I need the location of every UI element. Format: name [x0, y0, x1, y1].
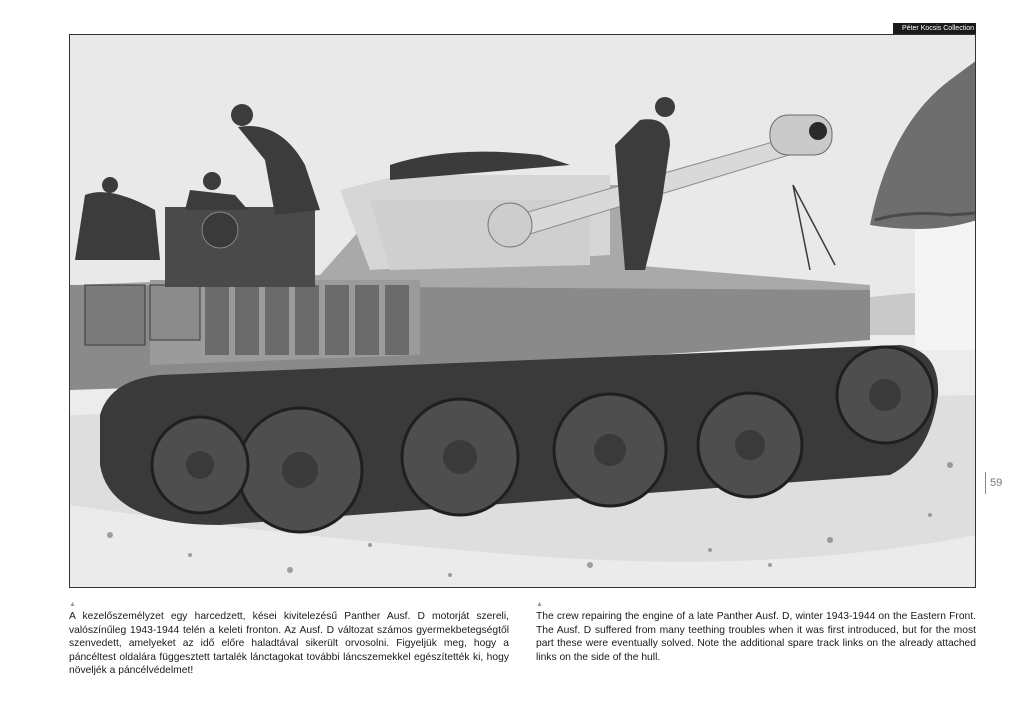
photo-credit: Péter Kocsis Collection [893, 23, 976, 34]
tank-photograph [69, 34, 976, 588]
up-arrow-icon: ▲ [69, 601, 76, 608]
up-arrow-icon: ▲ [536, 601, 543, 608]
page-number: 59 [985, 472, 1002, 494]
caption-hungarian [69, 600, 509, 678]
caption-hungarian-text: A kezelőszemélyzet egy harcedzett, kései kivitelezésű Panther Ausf. D motorját szereli, valószínűleg 1943-1944 telén a keleti fronton. Az Ausf. D változat számos gyermekbetegségtől szenvedett, amelyeket az idő előre haladtával sikerült orvosolni. Figyeljük meg, hogy a páncéltest oldalára függesztett tartalék lánctagokat további láncszemekkel egészítették ki, hogy növeljék a páncélvédelmet! [69, 611, 509, 676]
caption-english-text: The crew repairing the engine of a late Panther Ausf. D, winter 1943-1944 on the Eastern Front. The Ausf. D suffered from many teething troubles when it was first introduced, but for the most part these were eventually solved. Note the additional spare track links on the already attached links on the side of the hull. [536, 611, 976, 663]
caption-english [536, 600, 976, 664]
